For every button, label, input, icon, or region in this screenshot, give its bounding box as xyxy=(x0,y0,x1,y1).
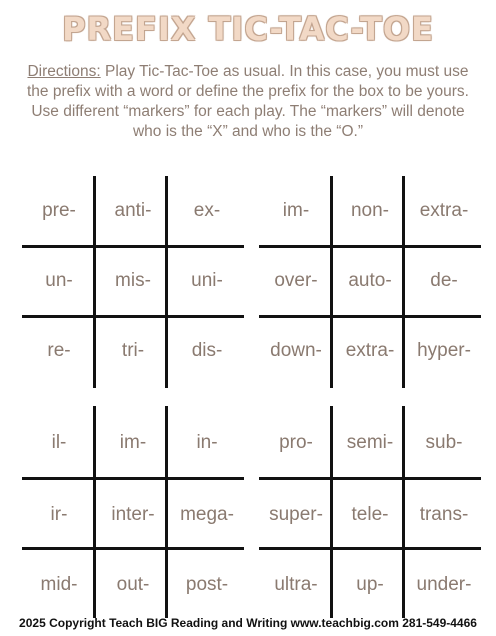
board-cell[interactable]: up- xyxy=(356,574,384,595)
board-cell[interactable]: down- xyxy=(270,340,322,361)
tic-tac-toe-board-2 xyxy=(259,176,481,388)
copyright-footer: 2025 Copyright Teach BIG Reading and Writing www.teachbig.com 281-549-4466 xyxy=(19,616,477,630)
tic-tac-toe-board-3 xyxy=(22,406,244,618)
board-cell[interactable]: tri- xyxy=(121,340,145,361)
board-cell[interactable]: in- xyxy=(196,432,218,453)
tic-tac-toe-board-4 xyxy=(259,406,481,618)
board-cell[interactable]: hyper- xyxy=(417,340,471,361)
board-cell[interactable]: uni- xyxy=(191,270,223,291)
board-cell[interactable]: un- xyxy=(45,270,73,291)
board-cell[interactable]: out- xyxy=(116,574,150,595)
board-cell[interactable]: mis- xyxy=(115,270,151,291)
grid-line xyxy=(22,477,244,480)
board-cell[interactable]: dis- xyxy=(191,340,223,361)
board-cell[interactable]: ir- xyxy=(50,504,68,525)
board-cell[interactable]: inter- xyxy=(111,504,155,525)
board-cell[interactable]: extra- xyxy=(345,340,395,361)
board-cell[interactable]: il- xyxy=(51,432,67,453)
board-cell[interactable]: under- xyxy=(416,574,472,595)
tic-tac-toe-board-1 xyxy=(22,176,244,388)
directions-label: Directions: xyxy=(27,63,101,80)
board-cell[interactable]: extra- xyxy=(419,200,469,221)
directions-text: Play Tic-Tac-Toe as usual. In this case, you must use the prefix with a word or define the prefix for the box to be yours. Use different “markers” for each play. The “markers” will denote who is the “X” and who is the “O.” xyxy=(27,63,469,140)
directions xyxy=(18,62,478,142)
board-cell[interactable]: re- xyxy=(47,340,71,361)
board-cell[interactable]: auto- xyxy=(348,270,392,291)
grid-line xyxy=(259,477,481,480)
board-cell[interactable]: ultra- xyxy=(274,574,318,595)
board-cell[interactable]: anti- xyxy=(114,200,152,221)
board-cell[interactable]: im- xyxy=(282,200,310,221)
board-cell[interactable]: super- xyxy=(269,504,323,525)
board-cell[interactable]: ex- xyxy=(193,200,221,221)
page-title: PREFIX TIC-TAC-TOE xyxy=(62,10,434,48)
board-cell[interactable]: post- xyxy=(185,574,229,595)
board-cell[interactable]: pre- xyxy=(42,200,76,221)
board-cell[interactable]: pro- xyxy=(279,432,313,453)
board-cell[interactable]: de- xyxy=(430,270,458,291)
board-cell[interactable]: mega- xyxy=(180,504,234,525)
board-cell[interactable]: im- xyxy=(119,432,147,453)
board-cell[interactable]: trans- xyxy=(419,504,469,525)
board-cell[interactable]: tele- xyxy=(351,504,389,525)
board-cell[interactable]: sub- xyxy=(425,432,463,453)
board-cell[interactable]: mid- xyxy=(40,574,78,595)
board-cell[interactable]: over- xyxy=(274,270,318,291)
board-cell[interactable]: semi- xyxy=(346,432,394,453)
board-cell[interactable]: non- xyxy=(350,200,390,221)
